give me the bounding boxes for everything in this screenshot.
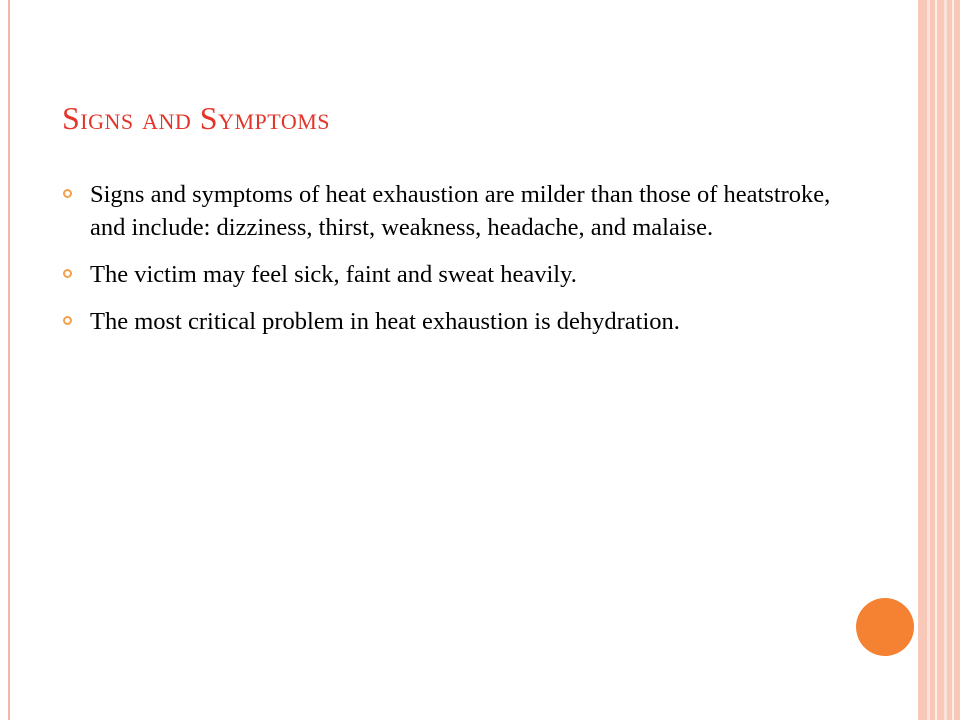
bullet-circle-icon	[63, 269, 72, 278]
right-decorative-band	[918, 0, 960, 720]
bullet-item	[62, 258, 852, 291]
bullet-text: The most critical problem in heat exhaustion is dehydration.	[90, 308, 680, 335]
bullet-list	[62, 178, 852, 352]
slide-title: Signs and Symptoms	[62, 100, 331, 136]
bullet-item	[62, 305, 852, 338]
bullet-item	[62, 178, 852, 244]
left-border-line	[8, 0, 10, 720]
band-stripe	[952, 0, 954, 720]
bullet-text: The victim may feel sick, faint and sweat heavily.	[90, 261, 577, 288]
band-stripe	[944, 0, 947, 720]
band-stripe	[927, 0, 930, 720]
band-stripe	[935, 0, 937, 720]
orange-circle-decoration	[856, 598, 914, 656]
bullet-circle-icon	[63, 316, 72, 325]
bullet-text: Signs and symptoms of heat exhaustion are milder than those of heatstroke, and include: dizziness, thirst, weakness, headache, and malaise.	[90, 181, 831, 241]
bullet-circle-icon	[63, 189, 72, 198]
